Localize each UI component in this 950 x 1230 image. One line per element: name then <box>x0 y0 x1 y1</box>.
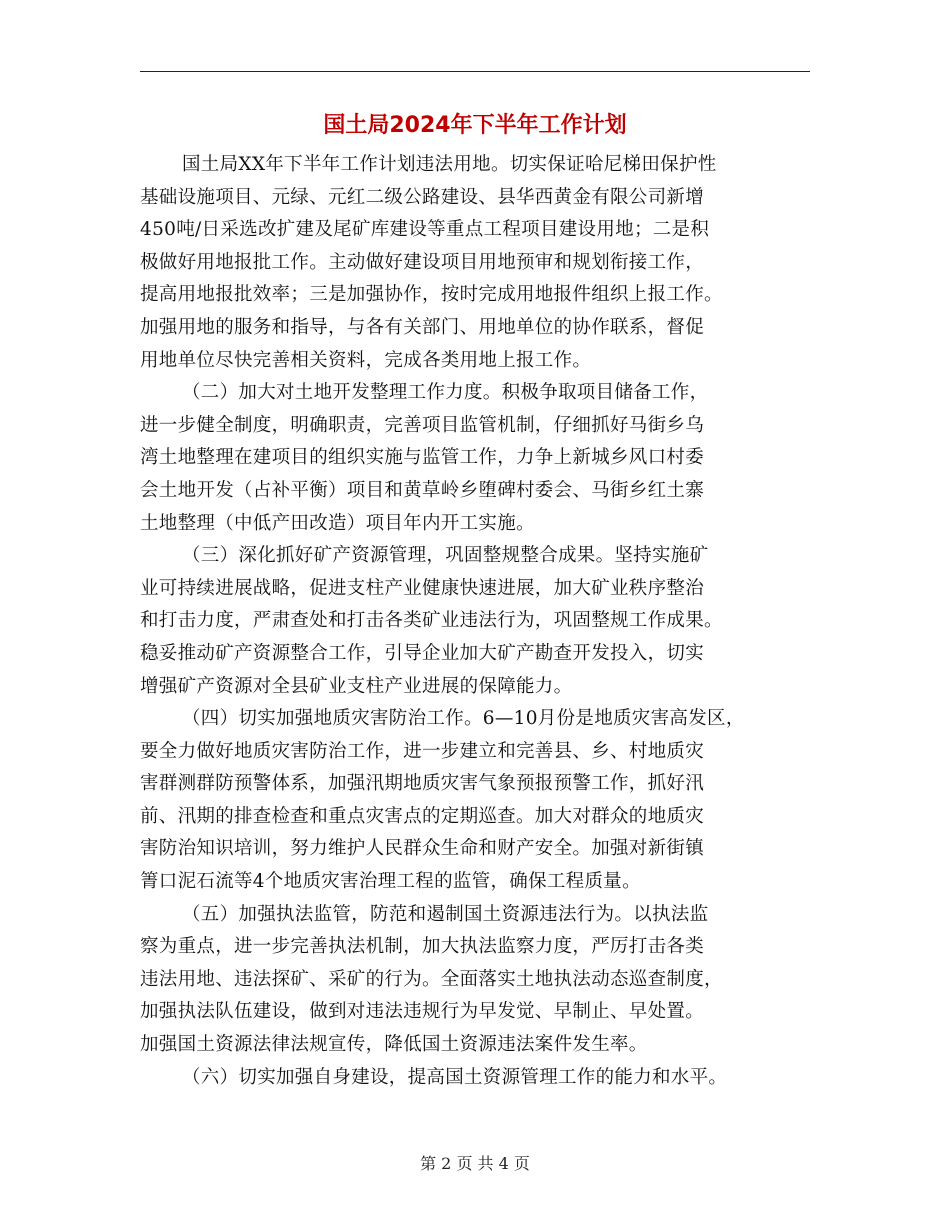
paragraph-first-line: （五）加强执法监管，防范和遏制国土资源违法行为。以执法监 <box>182 903 709 925</box>
paragraph-line: 前、汛期的排查检查和重点灾害点的定期巡查。加大对群众的地质灾 <box>140 805 705 827</box>
paragraph-line: 加强用地的服务和指导，与各有关部门、用地单位的协作联系，督促 <box>140 316 705 338</box>
paragraph-line: 湾土地整理在建项目的组织实施与监管工作，力争上新城乡风口村委 <box>140 447 705 469</box>
paragraph-line: 箐口泥石流等4个地质灾害治理工程的监管，确保工程质量。 <box>140 871 641 893</box>
paragraph-line: 和打击力度，严肃查处和打击各类矿业违法行为，巩固整规工作成果。 <box>140 610 723 632</box>
paragraph-line: 土地整理（中低产田改造）项目年内开工实施。 <box>140 512 535 534</box>
paragraph-first-line: （四）切实加强地质灾害防治工作。6—10月份是地质灾害高发区， <box>182 708 745 730</box>
paragraph-line: 害防治知识培训，努力维护人民群众生命和财产安全。加强对新街镇 <box>140 838 705 860</box>
paragraph-line: 业可持续进展战略，促进支柱产业健康快速进展，加大矿业秩序整治 <box>140 577 705 599</box>
header-rule <box>140 71 810 72</box>
paragraph-first-line: 国土局XX年下半年工作计划违法用地。切实保证哈尼梯田保护性 <box>182 154 717 175</box>
paragraph-first-line: （六）切实加强自身建设，提高国土资源管理工作的能力和水平。 <box>182 1066 728 1088</box>
paragraph-line: 提高用地报批效率；三是加强协作，按时完成用地报件组织上报工作。 <box>140 284 723 306</box>
paragraph-line: 会土地开发（占补平衡）项目和黄草岭乡堕碑村委会、马街乡红土寨 <box>140 479 705 501</box>
paragraph-line: 稳妥推动矿产资源整合工作，引导企业加大矿产勘查开发投入，切实 <box>140 642 705 664</box>
paragraph-line: 进一步健全制度，明确职责，完善项目监管机制，仔细抓好马街乡乌 <box>140 414 705 436</box>
paragraph-line: 基础设施项目、元绿、元红二级公路建设、县华西黄金有限公司新增 <box>140 186 705 208</box>
paragraph-line: 要全力做好地质灾害防治工作，进一步建立和完善县、乡、村地质灾 <box>140 740 705 762</box>
paragraph-line: 极做好用地报批工作。主动做好建设项目用地预审和规划衔接工作， <box>140 251 705 273</box>
document-body <box>140 149 820 1094</box>
paragraph-first-line: （三）深化抓好矿产资源管理，巩固整规整合成果。坚持实施矿 <box>182 545 709 567</box>
page-footer: 第 2 页 共 4 页 <box>420 1154 530 1173</box>
paragraph-first-line: （二）加大对土地开发整理工作力度。积极争取项目储备工作， <box>182 382 709 404</box>
paragraph-line: 加强国土资源法律法规宣传，降低国土资源违法案件发生率。 <box>140 1034 648 1056</box>
paragraph-line: 增强矿产资源对全县矿业支柱产业进展的保障能力。 <box>140 675 573 697</box>
paragraph-line: 违法用地、违法探矿、采矿的行为。全面落实土地执法动态巡查制度， <box>140 968 723 990</box>
paragraph-line: 加强执法队伍建设，做到对违法违规行为早发觉、早制止、早处置。 <box>140 1001 705 1023</box>
paragraph-line: 察为重点，进一步完善执法机制，加大执法监察力度，严厉打击各类 <box>140 936 705 958</box>
document-title: 国土局2024年下半年工作计划 <box>323 113 627 138</box>
paragraph-line: 450吨/日采选改扩建及尾矿库建设等重点工程项目建设用地；二是积 <box>140 219 710 241</box>
paragraph-line: 用地单位尽快完善相关资料，完成各类用地上报工作。 <box>140 349 592 371</box>
paragraph-line: 害群测群防预警体系，加强汛期地质灾害气象预报预警工作，抓好汛 <box>140 773 705 795</box>
